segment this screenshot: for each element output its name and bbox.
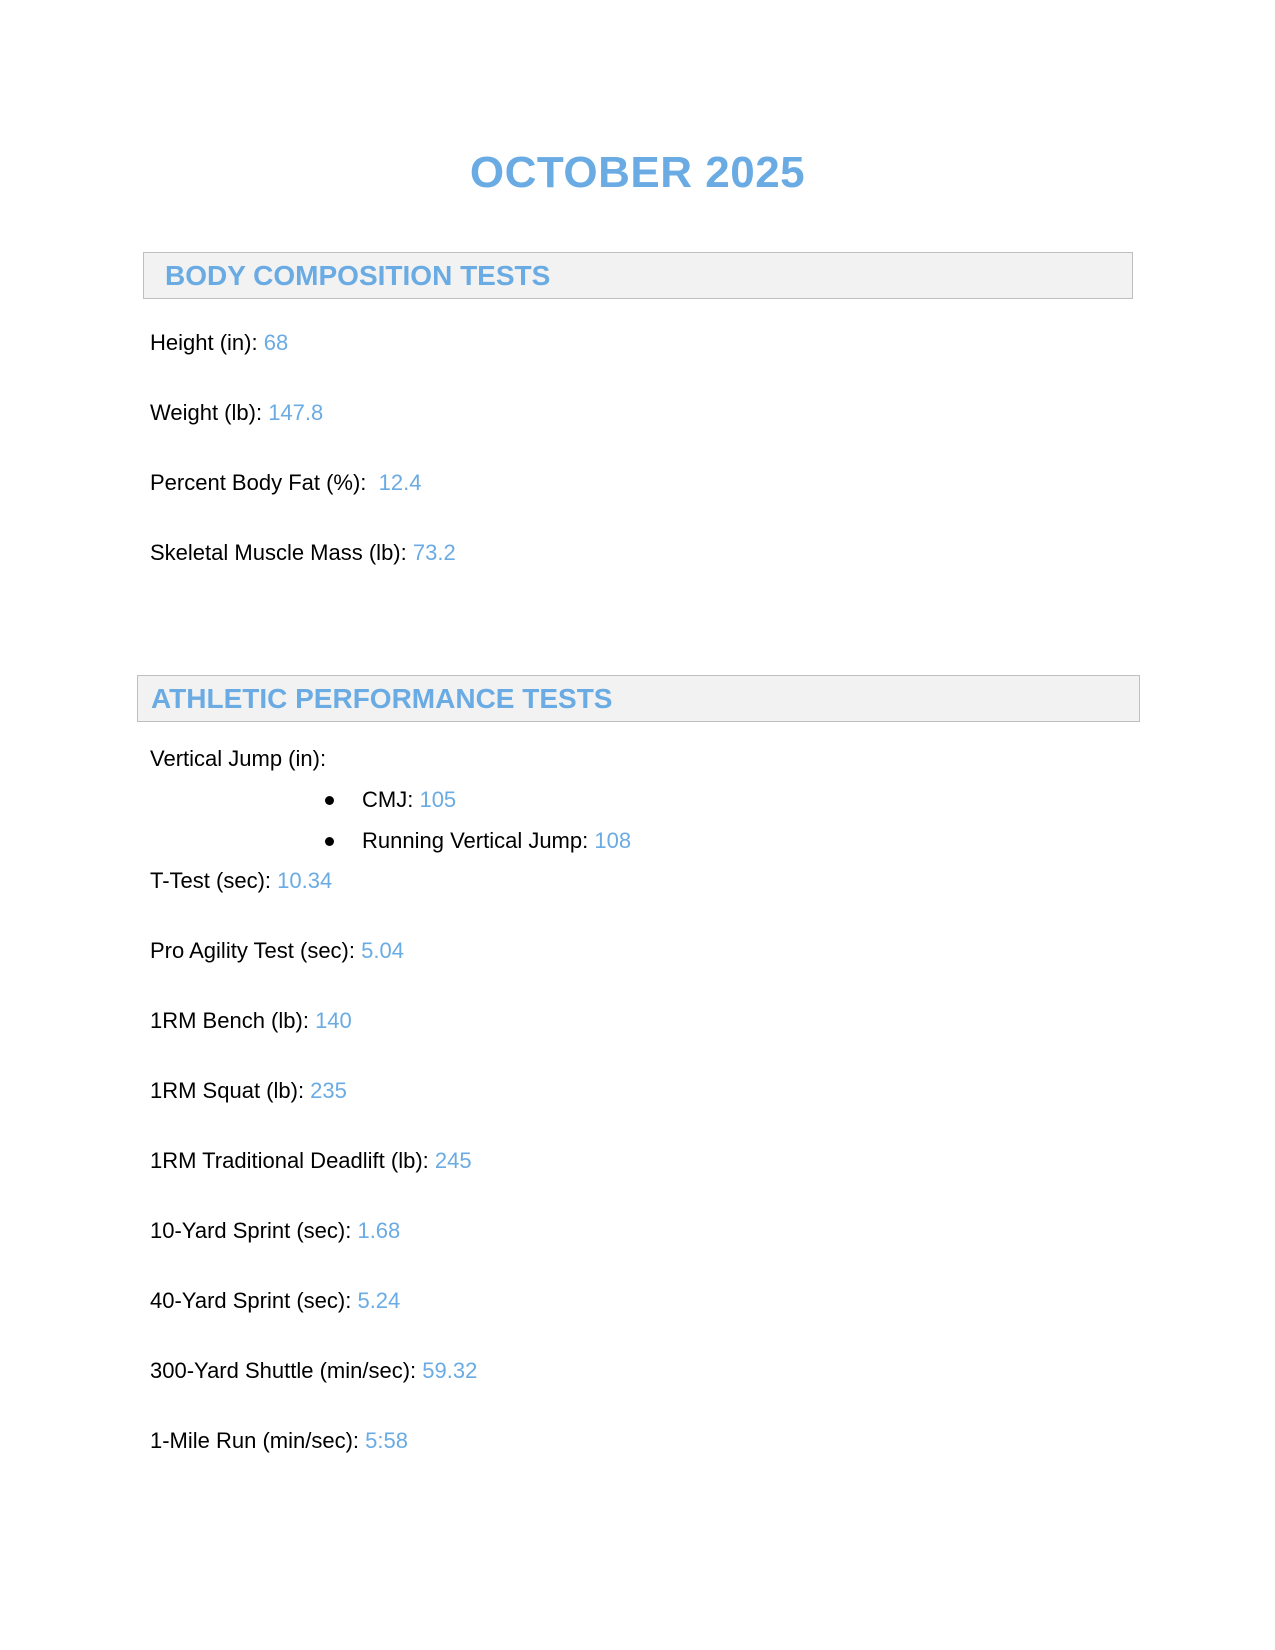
running-vertical-jump-label: Running Vertical Jump: [362, 828, 595, 853]
weight-field [150, 399, 323, 427]
weight-label: Weight (lb): [150, 400, 269, 425]
skeletal-muscle-value: 73.2 [412, 540, 456, 565]
t-test-value: 10.34 [277, 868, 333, 893]
shuttle-label: 300-Yard Shuttle (min/sec): [150, 1358, 423, 1383]
bench-label: 1RM Bench (lb): [150, 1008, 316, 1033]
cmj-value: 105 [419, 787, 457, 812]
t-test-label: T-Test (sec): [150, 868, 278, 893]
shuttle-field [150, 1357, 477, 1385]
athletic-performance-header-label: ATHLETIC PERFORMANCE TESTS [151, 682, 613, 714]
running-vertical-jump-bullet [323, 827, 631, 855]
body-composition-header-label: BODY COMPOSITION TESTS [165, 259, 551, 291]
body-fat-label: Percent Body Fat (%): [150, 470, 379, 495]
cmj-label: CMJ: [362, 787, 420, 812]
deadlift-field [150, 1147, 472, 1175]
bullet-icon [325, 837, 334, 846]
vertical-jump-label: Vertical Jump (in): [150, 746, 327, 771]
forty-yard-sprint-label: 40-Yard Sprint (sec): [150, 1288, 358, 1313]
ten-yard-sprint-field [150, 1217, 400, 1245]
body-fat-field [150, 469, 421, 497]
skeletal-muscle-label: Skeletal Muscle Mass (lb): [150, 540, 413, 565]
pro-agility-value: 5.04 [361, 938, 404, 963]
squat-value: 235 [310, 1078, 347, 1103]
bench-value: 140 [315, 1008, 352, 1033]
t-test-field [150, 867, 332, 895]
body-composition-header [143, 252, 1133, 299]
height-field [150, 329, 288, 357]
deadlift-label: 1RM Traditional Deadlift (lb): [150, 1148, 435, 1173]
height-value: 68 [263, 330, 289, 355]
deadlift-value: 245 [434, 1148, 472, 1173]
pro-agility-label: Pro Agility Test (sec): [150, 938, 362, 963]
squat-label: 1RM Squat (lb): [150, 1078, 311, 1103]
weight-value: 147.8 [268, 400, 324, 425]
height-label: Height (in): [150, 330, 264, 355]
bullet-icon [325, 796, 334, 805]
body-fat-value: 12.4 [378, 470, 422, 495]
forty-yard-sprint-value: 5.24 [357, 1288, 401, 1313]
cmj-bullet [323, 786, 456, 814]
mile-run-label: 1-Mile Run (min/sec): [150, 1428, 366, 1453]
athletic-performance-header [137, 675, 1140, 722]
ten-yard-sprint-value: 1.68 [357, 1218, 401, 1243]
forty-yard-sprint-field [150, 1287, 400, 1315]
mile-run-field [150, 1427, 408, 1455]
ten-yard-sprint-label: 10-Yard Sprint (sec): [150, 1218, 358, 1243]
skeletal-muscle-field [150, 539, 456, 567]
vertical-jump-field [150, 745, 326, 773]
running-vertical-jump-value: 108 [594, 828, 632, 853]
squat-field [150, 1077, 347, 1105]
pro-agility-field [150, 937, 404, 965]
mile-run-value: 5:58 [365, 1428, 408, 1453]
shuttle-value: 59.32 [422, 1358, 478, 1383]
page-title: OCTOBER 2025 [469, 148, 806, 197]
bench-field [150, 1007, 352, 1035]
